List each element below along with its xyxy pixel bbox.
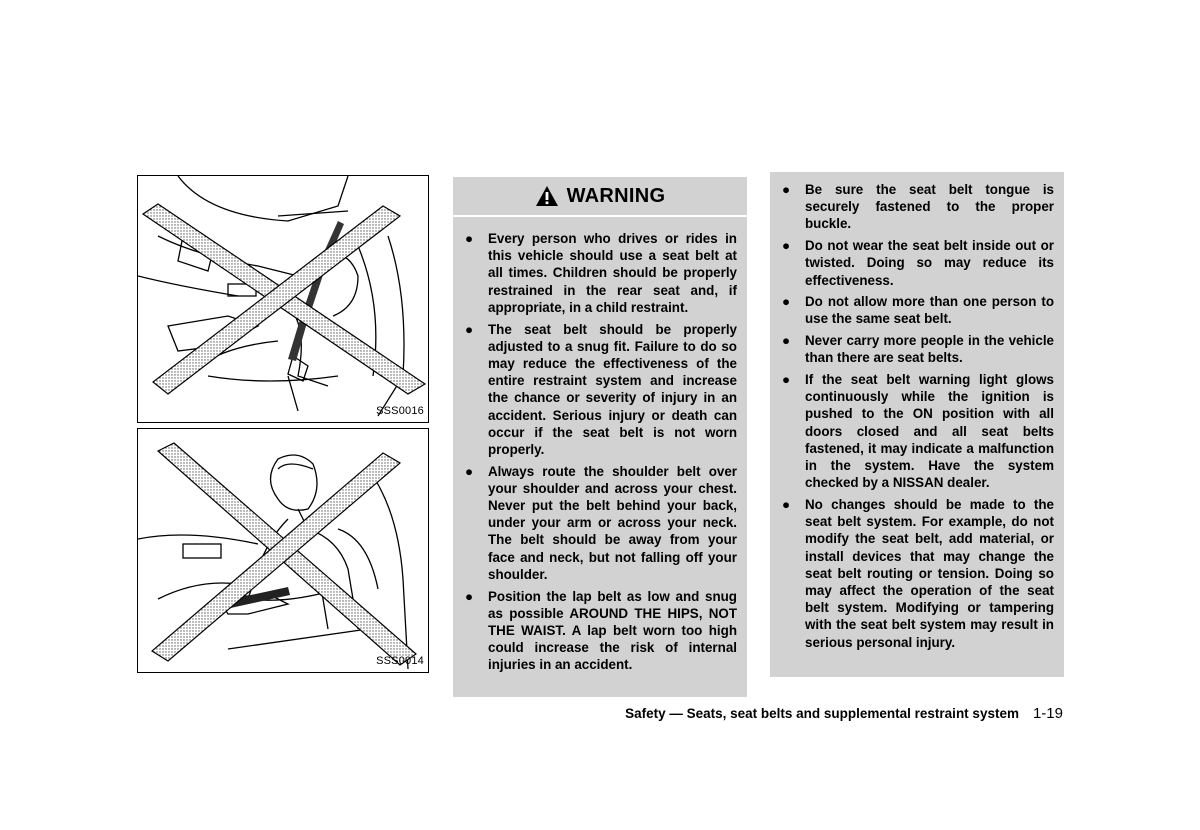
list-item <box>770 496 1064 651</box>
figure-code: SSS0014 <box>376 655 424 667</box>
list-item <box>770 371 1064 491</box>
bullet-icon: ● <box>782 182 791 197</box>
list-item <box>453 230 747 316</box>
list-item <box>453 321 747 459</box>
bullet-icon: ● <box>782 238 791 254</box>
bullet-icon: ● <box>782 496 791 512</box>
warning-triangle-icon <box>535 185 559 207</box>
continued-warning-panel <box>770 172 1064 677</box>
list-item-text: Be sure the seat belt tongue is securely fastened to the proper buckle. <box>805 182 1054 232</box>
list-item-text: Every person who drives or rides in this vehicle should use a seat belt at all times. Children should be properly restrained in the rear seat and, if appropriate, in a child restraint. <box>488 231 737 315</box>
list-item-text: Always route the shoulder belt over your shoulder and across your chest. Never put the belt behind your back, under your arm or across your neck. The belt should be away from your face and neck, but not falling off your shoulder. <box>488 463 737 582</box>
list-item <box>453 463 747 583</box>
bullet-icon: ● <box>782 333 791 349</box>
warning-title: WARNING <box>566 184 666 207</box>
bullet-icon: ● <box>465 588 474 604</box>
list-item-text: Position the lap belt as low and snug as possible AROUND THE HIPS, NOT THE WAIST. A lap belt worn too high could increase the risk of internal injuries in an accident. <box>488 588 737 673</box>
section-title: Safety — Seats, seat belts and supplemental restraint system <box>625 706 1019 721</box>
bullet-icon: ● <box>782 294 791 310</box>
list-item <box>770 332 1064 366</box>
figure-code: SSS0016 <box>376 405 424 417</box>
figure-incorrect-belt-2 <box>137 428 429 673</box>
list-item-text: If the seat belt warning light glows continuously while the ignition is pushed to the ON position with all doors closed and all seat belts fastened, it may indicate a malfunction in the system. Have the system checked by a NISSAN dealer. <box>805 372 1054 491</box>
warning-panel <box>453 177 747 697</box>
list-item <box>770 293 1064 327</box>
list-item-text: No changes should be made to the seat belt system. For example, do not modify the seat belt, add material, or install devices that may change the seat belt routing or tension. Doing so may affect the operation of the seat belt system. Modifying or tampering with the seat belt system may result in serious personal injury. <box>805 496 1054 650</box>
figure-incorrect-belt-1 <box>137 175 429 423</box>
bullet-icon: ● <box>465 321 474 337</box>
list-item-text: The seat belt should be properly adjusted to a snug fit. Failure to do so may reduce the effectiveness of the entire restraint system and increase the chance or severity of injury in an accident. Serious injury or death can occur if the seat belt is not worn properly. <box>488 321 737 457</box>
incorrect-belt-illustration-1 <box>138 176 429 423</box>
warning-header <box>453 177 747 217</box>
list-item-text: Do not wear the seat belt inside out or twisted. Doing so may reduce its effectiveness. <box>805 238 1054 288</box>
list-item-text: Do not allow more than one person to use the same seat belt. <box>805 294 1054 327</box>
list-item-text: Never carry more people in the vehicle than there are seat belts. <box>805 333 1054 366</box>
page-number: 1-19 <box>1032 705 1063 722</box>
warning-list <box>453 230 747 678</box>
list-item <box>453 588 747 674</box>
list-item <box>770 237 1064 289</box>
page-footer <box>0 705 1063 722</box>
list-item <box>770 181 1064 233</box>
bullet-icon: ● <box>465 231 474 246</box>
incorrect-belt-illustration-2 <box>138 429 429 673</box>
bullet-icon: ● <box>782 372 791 388</box>
continued-warning-list <box>770 181 1064 655</box>
bullet-icon: ● <box>465 463 474 479</box>
